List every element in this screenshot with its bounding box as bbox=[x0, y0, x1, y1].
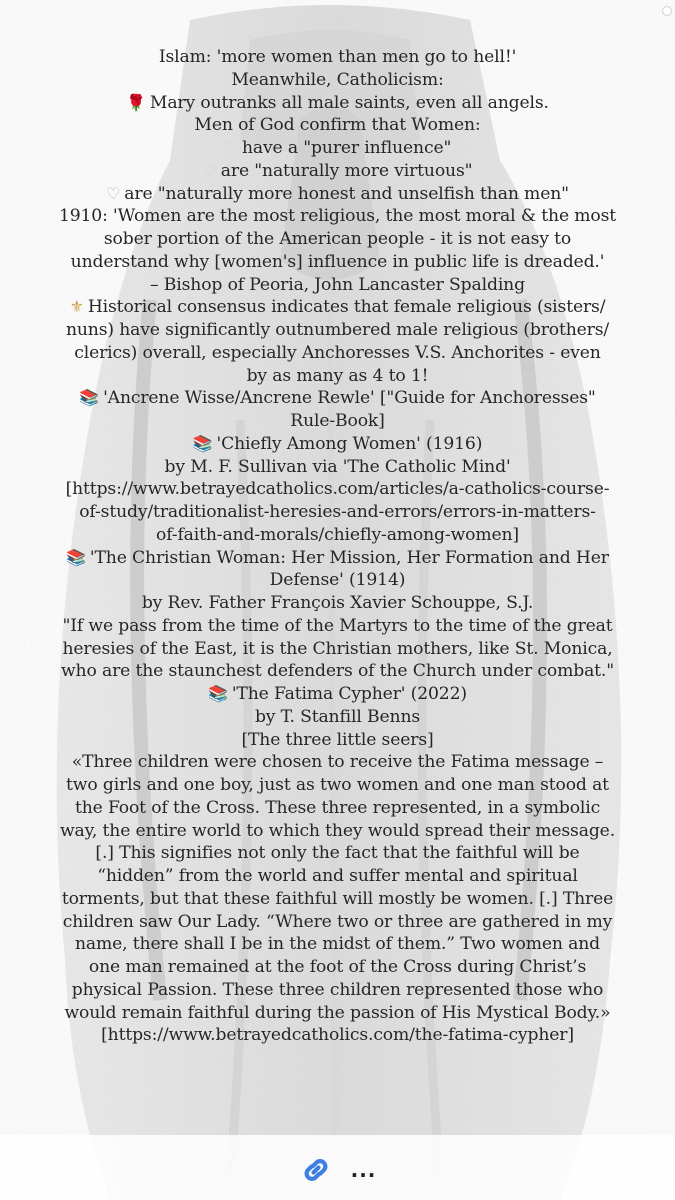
text-line: Rule-Book] bbox=[290, 411, 385, 431]
text-line: clerics) overall, especially Anchoresses V.S. Anchorites - even bbox=[74, 342, 601, 363]
text-line: of-faith-and-morals/chiefly-among-women] bbox=[156, 524, 519, 545]
books-icon: 📚 bbox=[208, 684, 228, 703]
fleur-de-lis-icon: ⚜ bbox=[69, 297, 84, 317]
books-icon: 📚 bbox=[66, 547, 86, 567]
text-line: [https://www.betrayedcatholics.com/the-fatima-cypher] bbox=[101, 1025, 574, 1046]
text-line: Islam: 'more women than men go to hell!' bbox=[158, 47, 517, 67]
text-line: understand why [women's] influence in public life is dreaded.' bbox=[70, 251, 605, 272]
text-line: by M. F. Sullivan via 'The Catholic Mind' bbox=[164, 456, 511, 477]
text-line: Meanwhile, Catholicism: bbox=[231, 69, 444, 90]
link-icon[interactable] bbox=[299, 1153, 333, 1187]
text-line: ♡ have a "purer influence" bbox=[223, 138, 452, 158]
text-line: by Rev. Father François Xavier Schouppe, S.J. bbox=[141, 593, 534, 613]
text-line: sober portion of the American people - it is not easy to bbox=[103, 229, 572, 249]
text-line: nuns) have significantly outnumbered male religious (brothers/ bbox=[65, 320, 610, 340]
text-line: [.] This signifies not only the fact that the faithful will be bbox=[95, 843, 580, 864]
text-line: name, there shall I be in the midst of them.” Two women and bbox=[74, 934, 601, 955]
text-line: Defense' (1914) bbox=[269, 570, 406, 591]
books-icon: 📚 bbox=[79, 388, 100, 408]
text-line: “hidden” from the world and suffer mental and spiritual bbox=[97, 866, 578, 886]
text-line: torments, but that these faithful will mostly be women. [.] Three bbox=[61, 888, 614, 909]
text-line: ♡ are "naturally more virtuous" bbox=[202, 160, 473, 181]
text-line: «Three children were chosen to receive the Fatima message – bbox=[71, 752, 604, 773]
white-heart-icon: ♡ bbox=[223, 138, 238, 157]
text-line: 📚 'The Fatima Cypher' (2022) bbox=[208, 684, 467, 704]
text-line: children saw Our Lady. “Where two or three are gathered in my bbox=[62, 911, 613, 932]
footer-actions bbox=[0, 1150, 675, 1190]
corner-dot bbox=[662, 6, 672, 16]
text-line: ♡ are "naturally more honest and unselfish than men" bbox=[106, 183, 569, 204]
text-line: who are the staunchest defenders of the Church under combat." bbox=[60, 661, 614, 682]
text-line: 📚 'The Christian Woman: Her Mission, Her Formation and Her bbox=[66, 547, 609, 568]
text-line: 1910: 'Women are the most religious, the most moral & the most bbox=[58, 206, 617, 227]
text-line: by T. Stanfill Benns bbox=[254, 706, 421, 727]
text-line: would remain faithful during the passion of His Mystical Body.» bbox=[64, 1002, 611, 1023]
text-line: of-study/traditionalist-heresies-and-errors/errors-in-matters- bbox=[79, 502, 596, 522]
text-line: 🌹 Mary outranks all male saints, even all angels. bbox=[126, 92, 549, 113]
text-line: – Bishop of Peoria, John Lancaster Spalding bbox=[150, 274, 525, 295]
text-line: by as many as 4 to 1! bbox=[246, 365, 429, 386]
text-line: 📚 'Chiefly Among Women' (1916) bbox=[192, 433, 483, 454]
more-options-button[interactable]: ... bbox=[350, 1158, 377, 1182]
text-line: way, the entire world to which they would spread their message. bbox=[59, 820, 616, 841]
text-line: 📚 'Ancrene Wisse/Ancrene Rewle' ["Guide for Anchoresses" bbox=[79, 388, 596, 409]
text-line: heresies of the East, it is the Christian mothers, like St. Monica, bbox=[62, 638, 613, 659]
text-line: Men of God confirm that Women: bbox=[194, 115, 481, 136]
text-line: [The three little seers] bbox=[241, 729, 434, 750]
text-line: the Foot of the Cross. These three represented, in a symbolic bbox=[74, 797, 601, 818]
post-text bbox=[8, 46, 667, 1047]
books-icon: 📚 bbox=[192, 433, 213, 453]
white-heart-icon: ♡ bbox=[202, 160, 217, 180]
text-line: two girls and one boy, just as two women and one man stood at bbox=[66, 775, 609, 795]
rose-icon: 🌹 bbox=[126, 92, 146, 112]
text-line: ⚜ Historical consensus indicates that female religious (sisters/ bbox=[69, 297, 606, 318]
text-line: one man remained at the foot of the Cross during Christ’s bbox=[88, 957, 587, 977]
white-heart-icon: ♡ bbox=[106, 183, 121, 203]
text-line: "If we pass from the time of the Martyrs to the time of the great bbox=[62, 615, 613, 636]
text-line: [https://www.betrayedcatholics.com/articles/a-catholics-course- bbox=[65, 479, 610, 500]
text-line: physical Passion. These three children represented those who bbox=[71, 979, 604, 1000]
